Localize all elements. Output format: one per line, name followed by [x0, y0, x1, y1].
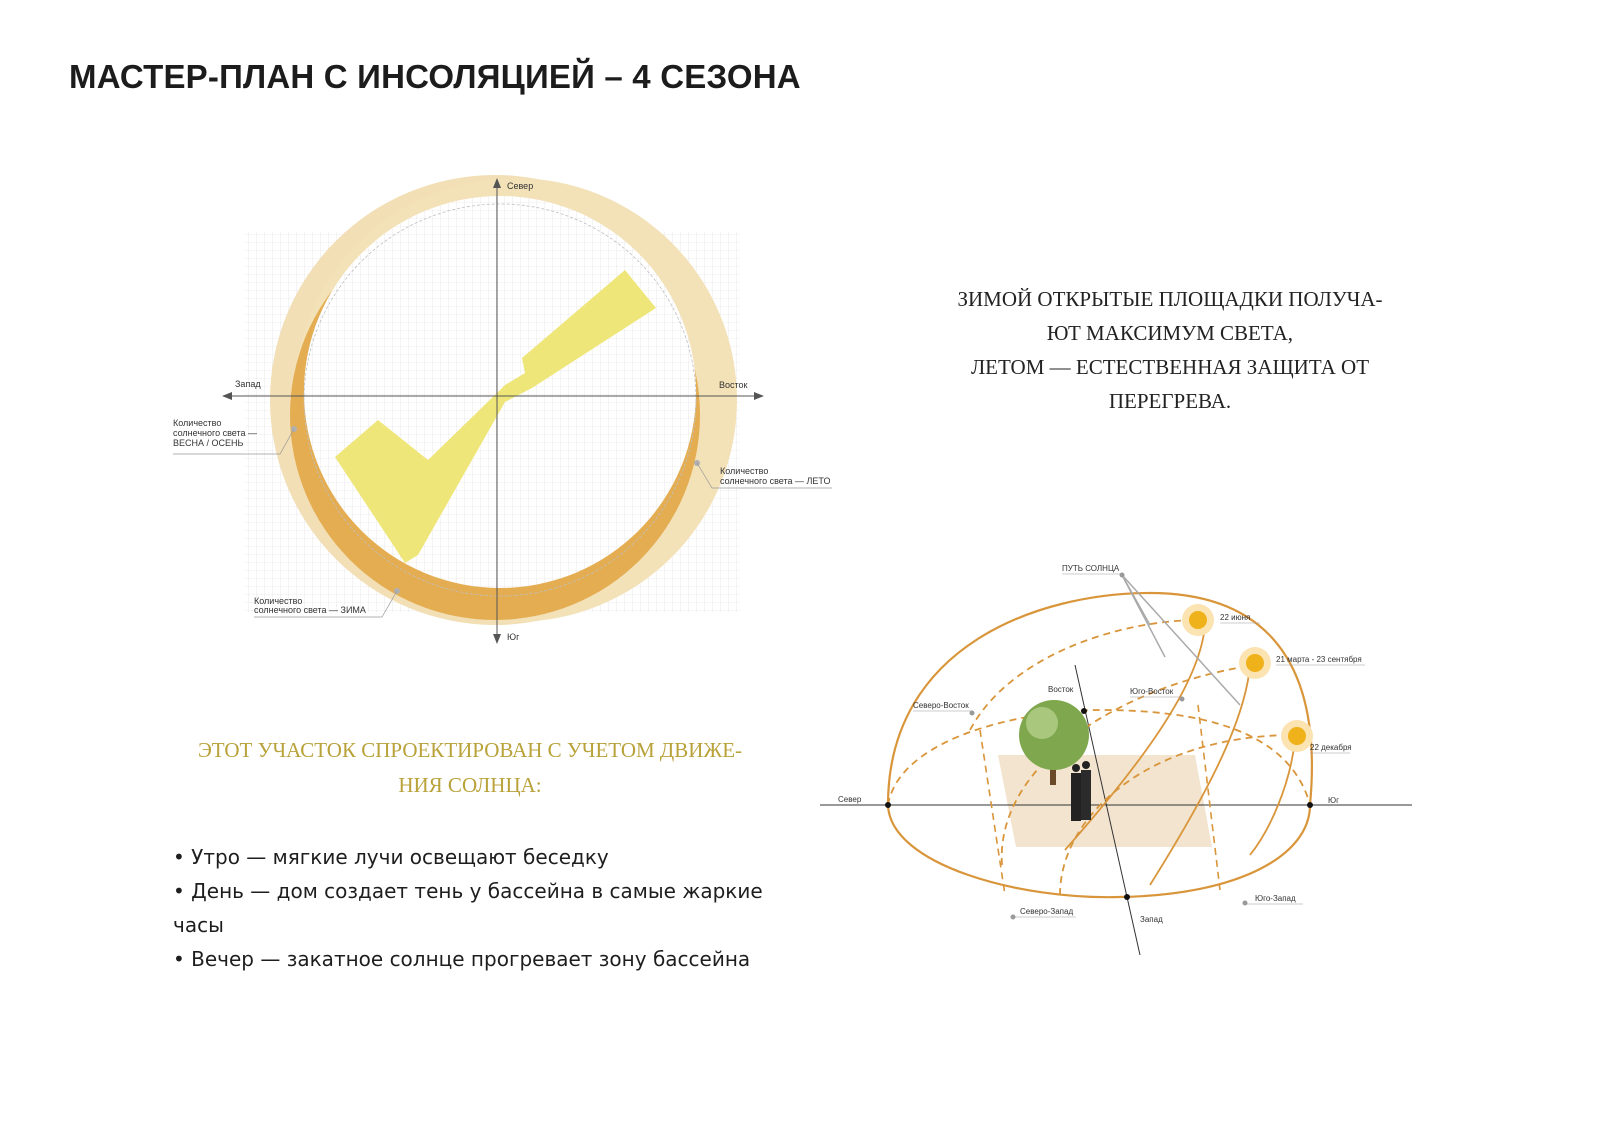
label-sp-northwest: Северо-Запад	[1020, 907, 1074, 916]
bullet-item-day: • День — дом создает тень у бассейна в самые жаркие часы	[173, 879, 763, 937]
person-2-head-icon	[1082, 761, 1090, 769]
label-sp-east: Восток	[1048, 685, 1074, 694]
bullet-item-evening: • Вечер — закатное солнце прогревает зону бассейна	[173, 947, 751, 971]
label-sp-southwest: Юго-Запад	[1255, 894, 1296, 903]
insolation-diagram	[160, 170, 880, 670]
site-heading-line: НИЯ СОЛНЦА:	[398, 773, 542, 797]
quote-line: ЛЕТОМ — ЕСТЕСТВЕННАЯ ЗАЩИТА ОТ	[970, 355, 1370, 379]
label-spring-autumn-3: ВЕСНА / ОСЕНЬ	[173, 438, 244, 448]
south-point	[1307, 802, 1313, 808]
sun-vertical-1	[980, 730, 1005, 895]
sun-equinox-icon	[1246, 654, 1264, 672]
quote-line: ПЕРЕГРЕВА.	[1108, 389, 1232, 413]
label-sp-northeast: Северо-Восток	[913, 701, 969, 710]
label-summer-1: Количество	[720, 466, 769, 476]
site-heading	[170, 733, 770, 803]
site-heading-line: ЭТОТ УЧАСТОК СПРОЕКТИРОВАН С УЧЕТОМ ДВИЖЕ-	[197, 738, 743, 762]
label-spring-autumn-2: солнечного света —	[173, 428, 258, 438]
label-east: Восток	[719, 380, 748, 390]
label-equinox: 21 марта - 23 сентября	[1276, 655, 1362, 664]
quote-line: ЗИМОЙ ОТКРЫТЫЕ ПЛОЩАДКИ ПОЛУЧА-	[957, 287, 1383, 311]
sun-december-icon	[1288, 727, 1306, 745]
label-sp-southeast: Юго-Восток	[1130, 687, 1174, 696]
label-sp-south: Юг	[1328, 796, 1339, 805]
label-north: Север	[507, 181, 534, 191]
pathlabel-marker	[1120, 573, 1125, 578]
label-sun-path: ПУТЬ СОЛНЦА	[1062, 565, 1120, 573]
label-winter-2: солнечного света — ЗИМА	[254, 605, 366, 615]
tree-crown-icon	[1019, 700, 1089, 770]
label-june: 22 июня	[1220, 613, 1251, 622]
label-sp-north: Север	[838, 795, 862, 804]
south-arrow-icon	[493, 634, 501, 644]
tree-crown-highlight	[1026, 707, 1058, 739]
site-bullet-list	[173, 840, 783, 976]
label-sp-west: Запад	[1140, 915, 1163, 924]
person-1-head-icon	[1072, 764, 1080, 772]
east-point	[1081, 708, 1087, 714]
label-december: 22 декабря	[1310, 743, 1352, 752]
sun-june-icon	[1189, 611, 1207, 629]
label-spring-autumn-1: Количество	[173, 418, 222, 428]
sunpath-pointer-3	[1122, 575, 1150, 625]
page-title: МАСТЕР-ПЛАН С ИНСОЛЯЦИЕЙ – 4 СЕЗОНА	[69, 58, 801, 95]
west-point	[1124, 894, 1130, 900]
sun-descend-december	[1250, 740, 1295, 855]
southwest-marker	[1243, 901, 1248, 906]
person-1-body-icon	[1071, 773, 1081, 821]
label-winter-1: Количество	[254, 596, 303, 606]
west-arrow-icon	[222, 392, 232, 400]
sunpath-diagram	[820, 565, 1460, 985]
insolation-quote	[935, 282, 1405, 418]
bullet-item-morning: • Утро — мягкие лучи освещают беседку	[173, 845, 609, 869]
person-2-body-icon	[1081, 770, 1091, 820]
north-point	[885, 802, 891, 808]
label-south: Юг	[507, 632, 520, 642]
quote-line: ЮТ МАКСИМУМ СВЕТА,	[1046, 321, 1294, 345]
east-arrow-icon	[754, 392, 764, 400]
label-west: Запад	[235, 379, 261, 389]
label-summer-2: солнечного света — ЛЕТО	[720, 476, 831, 486]
